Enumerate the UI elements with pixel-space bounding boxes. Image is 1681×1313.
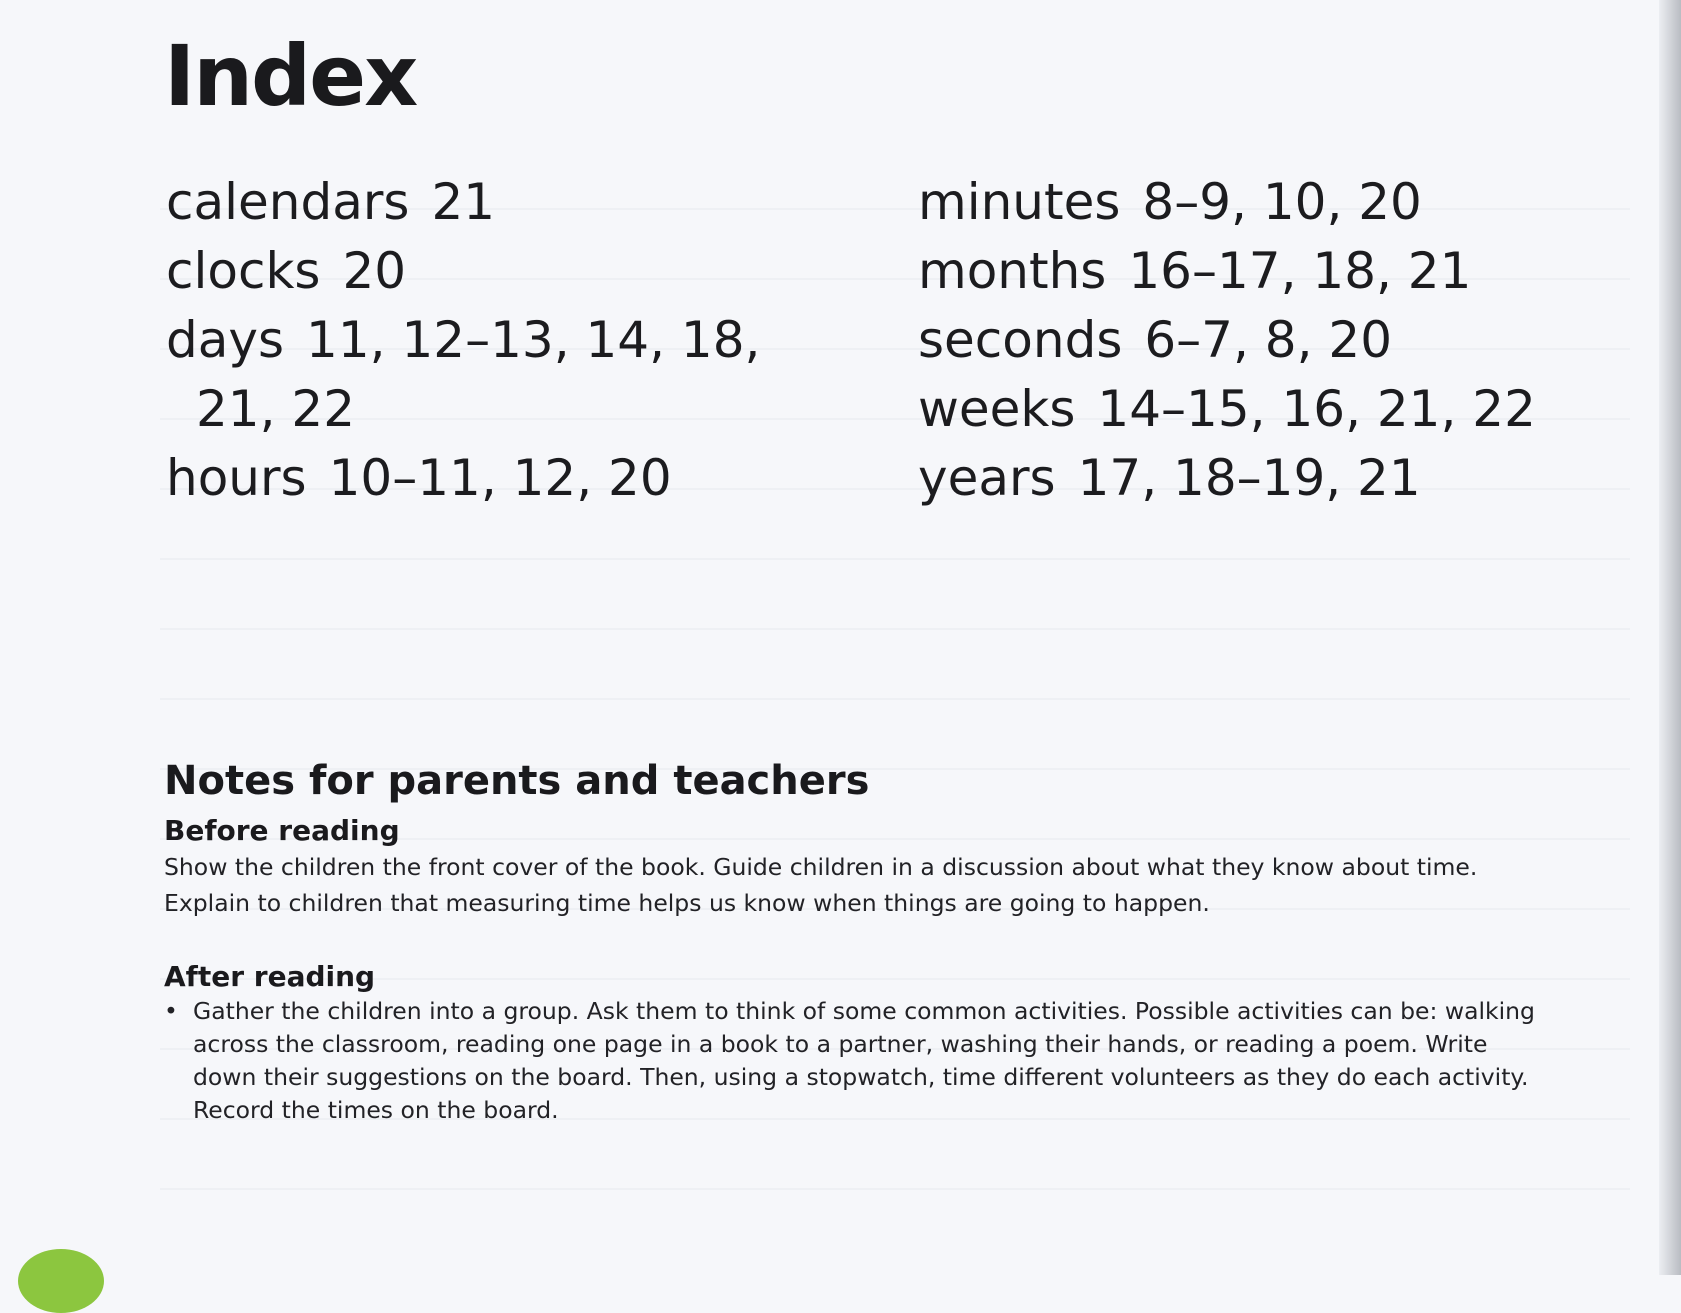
index-pages: 8–9, 10, 20	[1142, 173, 1422, 231]
after-reading-list	[164, 995, 1604, 1127]
index-term: days	[166, 311, 285, 369]
index-pages: 20	[342, 242, 407, 300]
index-term: months	[918, 242, 1107, 300]
before-reading-line: Explain to children that measuring time helps us know when things are going to happen.	[164, 889, 1210, 917]
index-term: weeks	[918, 380, 1076, 438]
after-reading-bullet	[164, 995, 1604, 1127]
index-entry-seconds	[918, 306, 1568, 375]
index-entry-calendars	[166, 168, 786, 237]
index-pages: 6–7, 8, 20	[1144, 311, 1393, 369]
index-pages: 16–17, 18, 21	[1128, 242, 1472, 300]
index-entry-months	[918, 237, 1568, 306]
index-entry-weeks	[918, 375, 1568, 444]
index-entry-minutes	[918, 168, 1568, 237]
index-title: Index	[164, 27, 417, 125]
notes-heading: Notes for parents and teachers	[164, 758, 870, 804]
before-reading-line: Show the children the front cover of the book. Guide children in a discussion about what they know about time.	[164, 853, 1478, 881]
index-left-column	[166, 168, 786, 513]
index-entry-hours	[166, 444, 786, 513]
index-term: seconds	[918, 311, 1123, 369]
index-pages-continuation: 21, 22	[196, 380, 356, 438]
index-right-column	[918, 168, 1568, 513]
after-reading-heading: After reading	[164, 960, 376, 993]
bullet-marker: •	[164, 997, 178, 1025]
bullet-line: Record the times on the board.	[193, 1096, 559, 1124]
index-term: hours	[166, 449, 307, 507]
index-term: minutes	[918, 173, 1121, 231]
index-entry-clocks	[166, 237, 786, 306]
index-pages: 14–15, 16, 21, 22	[1097, 380, 1536, 438]
index-pages: 11, 12–13, 14, 18,	[306, 311, 761, 369]
notes-section	[164, 755, 1604, 1127]
index-term: clocks	[166, 242, 321, 300]
index-pages: 21	[431, 173, 496, 231]
bullet-line: down their suggestions on the board. Then, using a stopwatch, time different volunteers as they do each activity.	[193, 1063, 1529, 1091]
index-entry-years	[918, 444, 1568, 513]
index-entry-days	[166, 306, 786, 444]
bullet-line: across the classroom, reading one page in a book to a partner, washing their hands, or reading a poem. Write	[193, 1030, 1488, 1058]
bullet-line: Gather the children into a group. Ask them to think of some common activities. Possible activities can be: walking	[193, 997, 1535, 1025]
index-pages: 10–11, 12, 20	[328, 449, 672, 507]
index-term: years	[918, 449, 1056, 507]
before-reading-heading: Before reading	[164, 814, 400, 847]
index-term: calendars	[166, 173, 410, 231]
index-pages: 17, 18–19, 21	[1077, 449, 1421, 507]
